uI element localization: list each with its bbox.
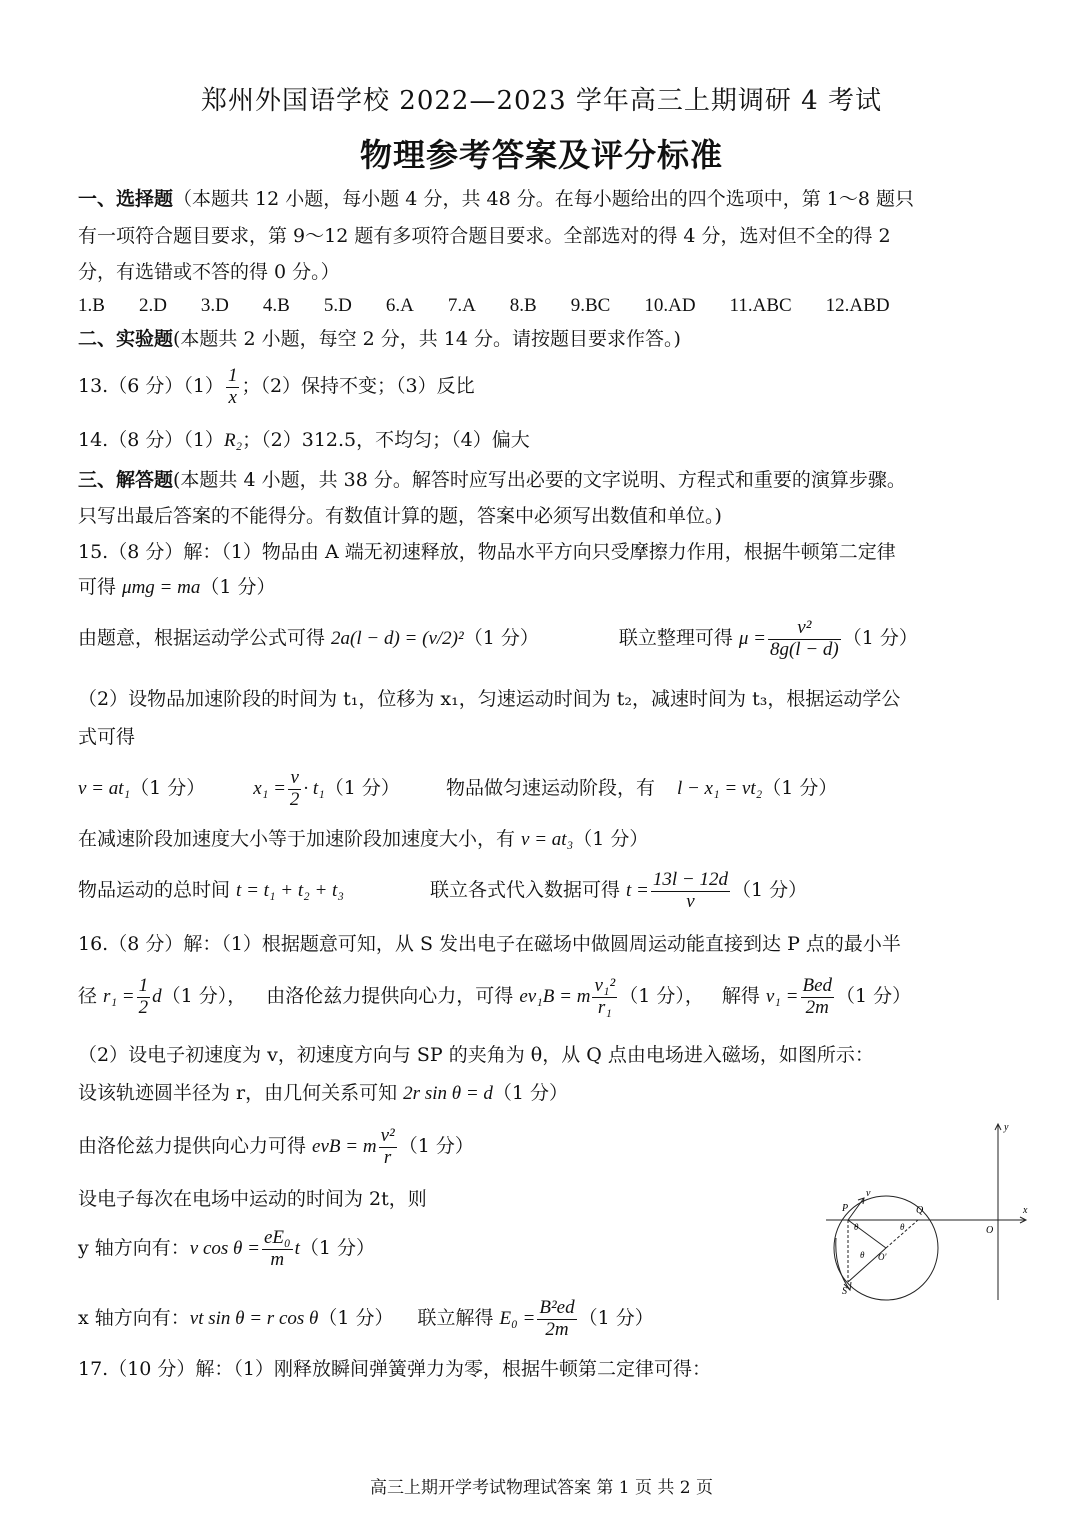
- q15-eq-friction: μmg = ma: [122, 577, 201, 598]
- q15-l6-score2: （1 分）: [324, 777, 400, 799]
- q16-l2-text: 径: [78, 985, 104, 1007]
- q16-eq-geometry: 2r sin θ = d: [403, 1083, 493, 1104]
- section1-line3: 分，有选错或不答的得 0 分。）: [78, 261, 340, 283]
- point-q-label: Q: [916, 1205, 924, 1216]
- q16-e0-num: B²ed: [539, 1296, 575, 1318]
- answer-2: 2.D: [138, 295, 167, 316]
- q16-line4: [78, 1080, 568, 1107]
- q16-l2-text3: 解得: [721, 985, 766, 1007]
- q15-l7-score: （1 分）: [573, 828, 649, 850]
- q16-r1-num: 1: [138, 974, 149, 996]
- q16-r1-den: 2: [138, 996, 149, 1018]
- q16-line3: （2）设电子初速度为 v，初速度方向与 SP 的夹角为 θ，从 Q 点由电场进入磁场，如图所示：: [78, 1044, 874, 1066]
- q15-line6: [78, 762, 837, 815]
- q16-l4-text: 设该轨迹圆半径为 r，由几何关系可知: [78, 1082, 404, 1104]
- q13-frac-num: 1: [227, 364, 238, 386]
- q14-prefix: 14.（8 分）（1）: [78, 429, 224, 451]
- q15-l6-text: 物品做匀速运动阶段，有: [445, 777, 655, 799]
- q14-resistor: R₂: [223, 430, 243, 451]
- q16-l2-text2: 由洛伦兹力提供向心力，可得: [266, 985, 520, 1007]
- q16-r1: r₁ =: [103, 986, 135, 1007]
- q16-line1: 16.（8 分）解：（1）根据题意可知，从 S 发出电子在磁场中做圆周运动能直接到达 P 点的最小半: [78, 933, 901, 955]
- q16-eq-lorentz2: evB = m: [312, 1136, 377, 1157]
- q16-v1-num: Bed: [802, 974, 833, 996]
- q15-mu-den: 8g(l − d): [769, 638, 839, 660]
- section3-header: [78, 467, 906, 493]
- q15-l6-score3: （1 分）: [762, 777, 838, 799]
- q15-line3: [78, 612, 918, 665]
- q15-l3-text: 由题意，根据运动学公式可得: [78, 627, 332, 649]
- answer-1: 1.B: [78, 295, 105, 316]
- q15-line8: [78, 864, 807, 917]
- q16-lorentz2-den: r: [383, 1146, 392, 1168]
- answer-7: 7.A: [447, 295, 476, 316]
- q15-l3-score2: （1 分）: [842, 627, 918, 649]
- q16-eq-lorentz1: ev₁B = m: [519, 986, 591, 1007]
- section3-desc1: (本题共 4 小题，共 38 分。解答时应写出必要的文字说明、方程式和重要的演算步骤。: [173, 469, 906, 491]
- q16-line5: [78, 1120, 474, 1173]
- q17-line1: 17.（10 分）解：（1）刚释放瞬间弹簧弹力为零，根据牛顿第二定律可得：: [78, 1358, 712, 1380]
- q16-v1-fraction: [801, 976, 835, 1019]
- velocity-vector: [848, 1198, 864, 1220]
- q15-l2-text: 可得: [78, 576, 123, 598]
- point-p-label: P: [842, 1203, 849, 1214]
- answer-11: 11.ABC: [729, 295, 792, 316]
- section2-label: 二、实验题: [78, 328, 174, 350]
- section1-text1: （本题共 12 小题，每小题 4 分，共 48 分。在每小题给出的四个选项中，第 1～8 题只: [173, 188, 914, 210]
- q16-y-num: eE₀: [263, 1226, 291, 1248]
- q13-fraction: [226, 366, 240, 409]
- page-title: 郑州外国语学校 2022—2023 学年高三上期调研 4 考试: [201, 86, 882, 116]
- q15-eq-decel: v = at₃: [521, 829, 574, 850]
- q15-l8-score: （1 分）: [731, 879, 808, 901]
- q16-lorentz1-num: v₁²: [594, 974, 616, 996]
- q16-line6: 设电子每次在电场中运动的时间为 2t，则: [78, 1188, 427, 1210]
- q15-t-den: v: [686, 890, 695, 912]
- answer-9: 9.BC: [570, 295, 611, 316]
- theta-label-2: θ: [900, 1222, 905, 1232]
- q16-y-t: t: [294, 1238, 300, 1259]
- q16-l7-text: y 轴方向有：: [78, 1237, 190, 1259]
- q15-l8-text: 物品运动的总时间: [78, 879, 237, 901]
- q15-line2: [78, 574, 276, 601]
- q16-l2-score2: （1 分），: [619, 985, 704, 1007]
- q13-frac-den: x: [228, 386, 237, 408]
- point-s-label: S: [842, 1286, 847, 1297]
- section1-line2: 有一项符合题目要求，第 9～12 题有多项符合题目要求。全部选对的得 4 分，选对但不全的得 2: [78, 225, 891, 247]
- q15-eq-total: t = t₁ + t₂ + t₃: [236, 880, 344, 901]
- q15-line4: （2）设物品加速阶段的时间为 t₁，位移为 x₁，匀速运动时间为 t₂，减速时间为 t₃，根据运动学公: [78, 688, 901, 710]
- magnetic-field-diagram: [820, 1118, 1040, 1308]
- section3-label: 三、解答题: [78, 469, 174, 491]
- origin-label: O: [986, 1225, 994, 1236]
- answer-8: 8.B: [509, 295, 537, 316]
- answer-12: 12.ABD: [825, 295, 890, 316]
- q15-eq-uniform: l − x₁ = vt₂: [676, 778, 763, 799]
- q15-line1: 15.（8 分）解：（1）物品由 A 端无初速释放，物品水平方向只受摩擦力作用，根据牛顿第二定律: [78, 541, 896, 563]
- q16-v1-den: 2m: [805, 996, 829, 1018]
- q15-x1-num: v: [288, 768, 302, 790]
- section1-label: 一、选择题: [78, 188, 174, 210]
- q16-l5-score: （1 分）: [398, 1135, 474, 1157]
- q16-l7-score: （1 分）: [299, 1237, 376, 1259]
- q15-line7: [78, 826, 648, 853]
- q15-x1-fraction: [288, 768, 302, 811]
- q15-t: t =: [626, 880, 649, 901]
- answer-10: 10.AD: [644, 295, 696, 316]
- q16-lorentz2-fraction: [379, 1126, 397, 1169]
- q16-e0-den: 2m: [545, 1318, 569, 1340]
- q15-x1-den: 2: [289, 788, 300, 810]
- q16-lorentz1-den: r₁: [597, 996, 612, 1018]
- q13-suffix: ；（2）保持不变；（3）反比: [241, 375, 475, 397]
- q15-l3-score: （1 分）: [463, 627, 539, 649]
- page-footer: 高三上期开学考试物理试答案 第 1 页 共 2 页: [369, 1478, 714, 1498]
- velocity-label: v: [866, 1188, 871, 1199]
- q16-l8-score1: （1 分）: [318, 1307, 394, 1329]
- q16-l2-score1: （1 分），: [161, 985, 247, 1007]
- q16-line8: [78, 1292, 654, 1345]
- q14-answer: [78, 427, 530, 454]
- theta-label-1: θ: [854, 1222, 859, 1232]
- q15-mu-num: v²: [768, 618, 841, 640]
- q15-l8-text2: 联立各式代入数据可得: [429, 879, 626, 901]
- q15-mu: μ =: [738, 628, 766, 649]
- answer-6: 6.A: [385, 295, 414, 316]
- q16-l8-score2: （1 分）: [578, 1307, 654, 1329]
- q16-y-fraction: [262, 1228, 293, 1271]
- q16-eq-x: vt sin θ = r cos θ: [189, 1308, 319, 1329]
- page-subtitle: 物理参考答案及评分标准: [359, 136, 723, 174]
- q15-mu-fraction: [768, 618, 841, 661]
- q13-prefix: 13.（6 分）（1）: [78, 375, 224, 397]
- q16-y-den: m: [270, 1248, 285, 1270]
- q16-line2: [78, 970, 911, 1023]
- q15-t-num: 13l − 12d: [652, 868, 728, 890]
- q15-t-fraction: [651, 870, 730, 913]
- q16-r1-d: d: [152, 986, 162, 1007]
- q16-r1-fraction: [137, 976, 151, 1019]
- q15-eq-x1: x₁ =: [253, 778, 286, 799]
- q16-l4-score: （1 分）: [492, 1082, 569, 1104]
- section2-desc: (本题共 2 小题，每空 2 分，共 14 分。请按题目要求作答。): [173, 328, 681, 350]
- q14-suffix: ；（2）312.5，不均匀；（4）偏大: [242, 429, 530, 451]
- theta-label-3: θ: [860, 1250, 865, 1260]
- q15-l3-text2: 联立整理可得: [618, 627, 739, 649]
- q16-l8-text: x 轴方向有：: [78, 1307, 190, 1329]
- q16-lorentz1-fraction: [592, 976, 617, 1019]
- answer-list: [78, 292, 924, 319]
- q16-e0-fraction: [537, 1298, 576, 1341]
- q16-l5-text: 由洛伦兹力提供向心力可得: [78, 1135, 313, 1157]
- section1-line1: [78, 186, 914, 212]
- q15-l7-text: 在减速阶段加速度大小等于加速阶段加速度大小，有: [78, 828, 522, 850]
- q16-eq-y: v cos θ =: [189, 1238, 260, 1259]
- section3-desc2: 只写出最后答案的不能得分。有数值计算的题，答案中必须写出数值和单位。): [78, 505, 722, 527]
- center-label: O': [878, 1252, 887, 1262]
- x-axis-label: x: [1023, 1205, 1028, 1216]
- q15-l2-score: （1 分）: [200, 576, 276, 598]
- q15-line5: 式可得: [78, 726, 136, 748]
- q15-eq-kinematics: 2a(l − d) = (v/2)²: [331, 628, 464, 649]
- q16-l2-score3: （1 分）: [836, 985, 912, 1007]
- q16-v1: v₁ =: [765, 986, 799, 1007]
- section2-header: [78, 326, 681, 352]
- q15-eq-v: v = at₁: [78, 778, 131, 799]
- q16-e0: E₀ =: [499, 1308, 536, 1329]
- q16-l8-text2: 联立解得: [417, 1307, 500, 1329]
- q15-l6-score1: （1 分）: [130, 777, 206, 799]
- answer-3: 3.D: [200, 295, 229, 316]
- q16-lorentz2-num: v²: [380, 1124, 395, 1146]
- q16-line7: [78, 1222, 375, 1275]
- answer-5: 5.D: [323, 295, 352, 316]
- y-axis-label: y: [1004, 1122, 1009, 1133]
- q13-answer: [78, 362, 475, 410]
- answer-4: 4.B: [262, 295, 290, 316]
- q15-x1-t: · t₁: [303, 778, 325, 799]
